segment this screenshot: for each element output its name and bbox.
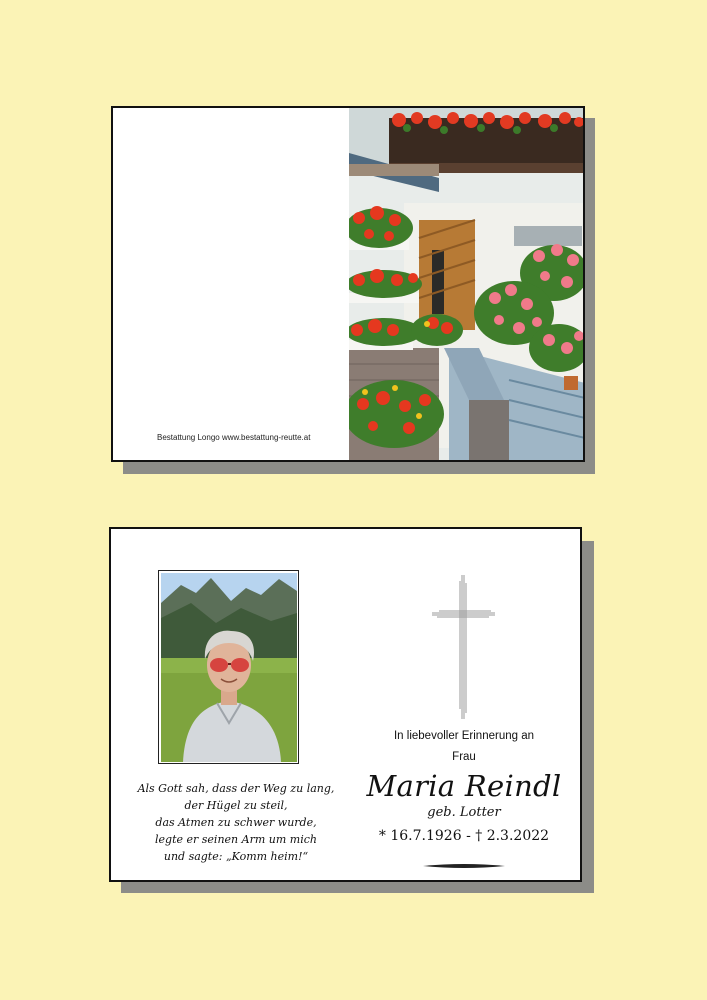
ornament-divider [423,855,505,874]
remembrance-intro: In liebevoller Erinnerung an [393,730,534,742]
life-dates: * 16.7.1926 - † 2.3.2022 [378,828,550,844]
deceased-name: Maria Reindl [366,769,562,803]
poem-line: und sagte: „Komm heim!“ [163,850,309,863]
poem [121,780,351,865]
house-flowers-photo [349,108,585,460]
poem-line: der Hügel zu steil, [184,799,288,812]
front-card [111,106,585,462]
inner-card [109,527,582,882]
salutation: Frau [452,751,476,763]
maiden-name: geb. Lotter [427,805,501,820]
funeral-home-credit: Bestattung Longo www.bestattung-reutte.at [157,433,311,442]
poem-line: das Atmen zu schwer wurde, [155,816,317,829]
portrait-photo [158,570,299,764]
poem-line: Als Gott sah, dass der Weg zu lang, [137,782,335,795]
cross-icon [429,573,499,727]
poem-line: legte er seinen Arm um mich [155,833,317,846]
